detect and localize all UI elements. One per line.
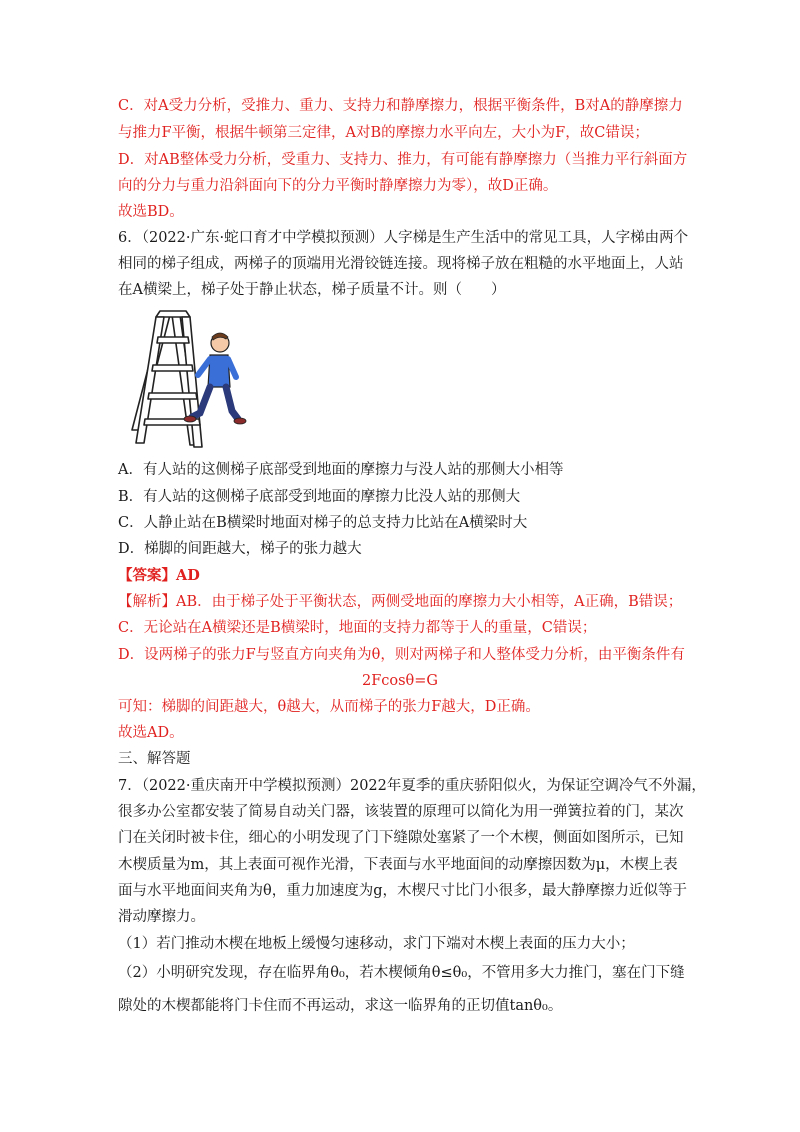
subquestion-2: （2）小明研究发现，存在临界角θ₀，若木楔倾角θ≤θ₀，不管用多大力推门，塞在门下缝 — [118, 965, 685, 981]
section-heading: 三、解答题 — [118, 751, 191, 767]
text-line: 在A横梁上，梯子处于静止状态，梯子质量不计。则（ ） — [118, 282, 506, 298]
text-line: 向的分力与重力沿斜面向下的分力平衡时静摩擦力为零），故D正确。 — [118, 178, 558, 194]
subquestion-1: （1）若门推动木楔在地板上缓慢匀速移动，求门下端对木楔上表面的压力大小； — [118, 936, 635, 952]
text-line: D．设两梯子的张力F与竖直方向夹角为θ，则对两梯子和人整体受力分析，由平衡条件有 — [118, 647, 685, 663]
text-line: C．对A受力分析，受推力、重力、支持力和静摩擦力，根据平衡条件，B对A的静摩擦力 — [118, 98, 683, 114]
option-c: C．人静止站在B横梁时地面对梯子的总支持力比站在A横梁时大 — [118, 515, 528, 531]
text-line: 可知：梯脚的间距越大，θ越大，从而梯子的张力F越大，D正确。 — [118, 699, 540, 715]
text-line: 相同的梯子组成，两梯子的顶端用光滑铰链连接。现将梯子放在粗糙的水平地面上，人站 — [118, 256, 684, 272]
question-6-stem: 6．（2022·广东·蛇口育才中学模拟预测）人字梯是生产生活中的常见工具，人字梯由两个 — [118, 230, 689, 246]
option-b: B．有人站的这侧梯子底部受到地面的摩擦力比没人站的那侧大 — [118, 489, 521, 505]
text-line: 木楔质量为m，其上表面可视作光滑，下表面与水平地面间的动摩擦因数为μ，木楔上表 — [118, 857, 678, 873]
text-line: 隙处的木楔都能将门卡住而不再运动，求这一临界角的正切值tanθ₀。 — [118, 998, 563, 1014]
text-line: C．无论站在A横梁还是B横梁时，地面的支持力都等于人的重量，C错误； — [118, 620, 597, 636]
option-a: A．有人站的这侧梯子底部受到地面的摩擦力与没人站的那侧大小相等 — [118, 462, 564, 478]
text-line: D．对AB整体受力分析，受重力、支持力、推力，有可能有静摩擦力（当推力平行斜面方 — [118, 152, 688, 168]
question-7-stem: 7．（2022·重庆南开中学模拟预测）2022年夏季的重庆骄阳似火，为保证空调冷气不外漏， — [118, 778, 706, 794]
ladder-person-illustration — [120, 305, 250, 450]
equation: 2Fcosθ=G — [361, 673, 439, 689]
text-line: 面与水平地面间夹角为θ，重力加速度为g，木楔尺寸比门小很多，最大静摩擦力近似等于 — [118, 883, 688, 899]
text-line: 门在关闭时被卡住，细心的小明发现了门下缝隙处塞紧了一个木楔，侧面如图所示，已知 — [118, 830, 684, 846]
text-line: 很多办公室都安装了简易自动关门器，该装置的原理可以简化为用一弹簧拉着的门，某次 — [118, 804, 684, 820]
answer-label: 【答案】AD — [118, 567, 200, 584]
text-line: 滑动摩擦力。 — [118, 909, 205, 925]
text-line: 故选BD。 — [118, 204, 184, 220]
analysis-line: 【解析】AB．由于梯子处于平衡状态，两侧受地面的摩擦力大小相等，A正确，B错误； — [118, 594, 683, 610]
option-d: D．梯脚的间距越大，梯子的张力越大 — [118, 541, 362, 557]
text-line: 与推力F平衡，根据牛顿第三定律，A对B的摩擦力水平向左，大小为F，故C错误； — [118, 125, 649, 141]
text-line: 故选AD。 — [118, 725, 184, 741]
